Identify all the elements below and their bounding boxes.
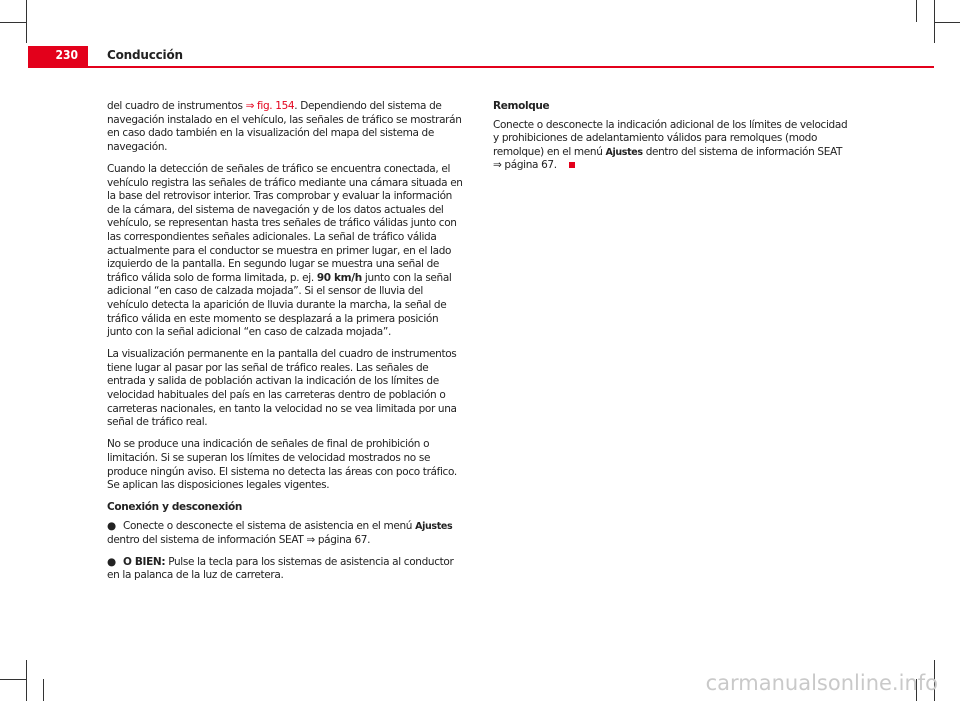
section-end-icon xyxy=(569,162,575,168)
subheading: Conexión y desconexión xyxy=(107,501,243,514)
text: . Dependiendo del sistema de navegación instalado en el vehículo, las señales de tráfico se mostrarán en caso dado también en la visualización del mapa del sistema de navegación. xyxy=(107,100,462,153)
crop-mark xyxy=(916,0,917,22)
menu-name: Ajustes xyxy=(415,521,453,532)
page-number: 230 xyxy=(55,48,78,62)
crop-mark xyxy=(934,22,960,23)
text: Conecte o desconecte el sistema de asistencia en el menú xyxy=(123,520,416,532)
text: Cuando la detección de señales de tráfico se encuentra conectada, el vehículo registra las señales de tráfico mediante una cámara situada en la base del retrovisor interior. Tras comprobar y evaluar la información de la cámara, del sistema de navegación y de los datos actuales del vehículo, se representan hasta tres señales de tráfico válidas junto con las correspondientes señales adicionales. La señal de tráfico válida actualmente para el conductor se muestra en primer lugar, en el lado izquierdo de la pantalla. En segundo lugar se muestra una señal de tráfico válida solo de forma limitada, p. ej. xyxy=(107,162,463,284)
crop-mark xyxy=(26,0,27,43)
bullet-item xyxy=(107,520,465,547)
speed-value: 90 km/h xyxy=(316,271,362,284)
crop-mark xyxy=(0,22,26,23)
menu-name: Ajustes xyxy=(605,146,643,158)
text: Conecte o desconecte la indicación adicional de los límites de velocidad y prohibiciones de adelantamiento válidos para remolques (modo remolque) en el menú xyxy=(493,118,848,158)
bullet-icon: ● xyxy=(107,520,116,532)
paragraph xyxy=(493,119,853,173)
watermark: carmanualsonline.info xyxy=(705,671,938,695)
alt-label: O BIEN: xyxy=(123,555,166,568)
left-column xyxy=(107,100,465,592)
section-title: Conducción xyxy=(107,48,183,62)
page-number-box xyxy=(28,46,88,66)
text: dentro del sistema de información SEAT ⇒ página 67. xyxy=(107,533,371,546)
right-column xyxy=(493,100,853,182)
bullet-item xyxy=(107,556,465,583)
text: Pulse la tecla para los sistemas de asistencia al conductor en la palanca de la luz de carretera. xyxy=(107,555,454,582)
text: del cuadro de instrumentos xyxy=(107,100,246,112)
text: dentro del sistema de información SEAT ⇒ página 67. xyxy=(493,145,843,172)
figure-link[interactable]: ⇒ fig. 154 xyxy=(245,100,295,112)
text: junto con la señal adicional “en caso de calzada mojada”. Si el sensor de lluvia del vehículo detecta la aparición de lluvia durante la marcha, la señal de tráfico válida en este momento se desplazará a la primera posición junto con la señal adicional “en caso de calzada mojada”. xyxy=(107,271,452,339)
header-rule xyxy=(28,66,934,68)
paragraph: La visualización permanente en la pantalla del cuadro de instrumentos tiene lugar al pasar por las señal de tráfico reales. Las señales de entrada y salida de población activan la indicación de los límites de velocidad habituales del país en las carreteras dentro de población o carreteras nacionales, en tanto la velocidad no se vea limitada por una señal de tráfico real. xyxy=(107,348,457,429)
crop-mark xyxy=(43,679,44,701)
subheading: Remolque xyxy=(493,100,550,112)
bullet-icon: ● xyxy=(107,555,116,568)
paragraph: No se produce una indicación de señales de final de prohibición o limitación. Si se superan los límites de velocidad mostrados no se produce ningún aviso. El sistema no detecta las áreas con poco tráfico. Se aplican las disposiciones legales vigentes. xyxy=(107,438,457,492)
paragraph xyxy=(107,100,465,154)
crop-mark xyxy=(0,679,26,680)
paragraph xyxy=(107,163,465,340)
crop-mark xyxy=(26,660,27,701)
